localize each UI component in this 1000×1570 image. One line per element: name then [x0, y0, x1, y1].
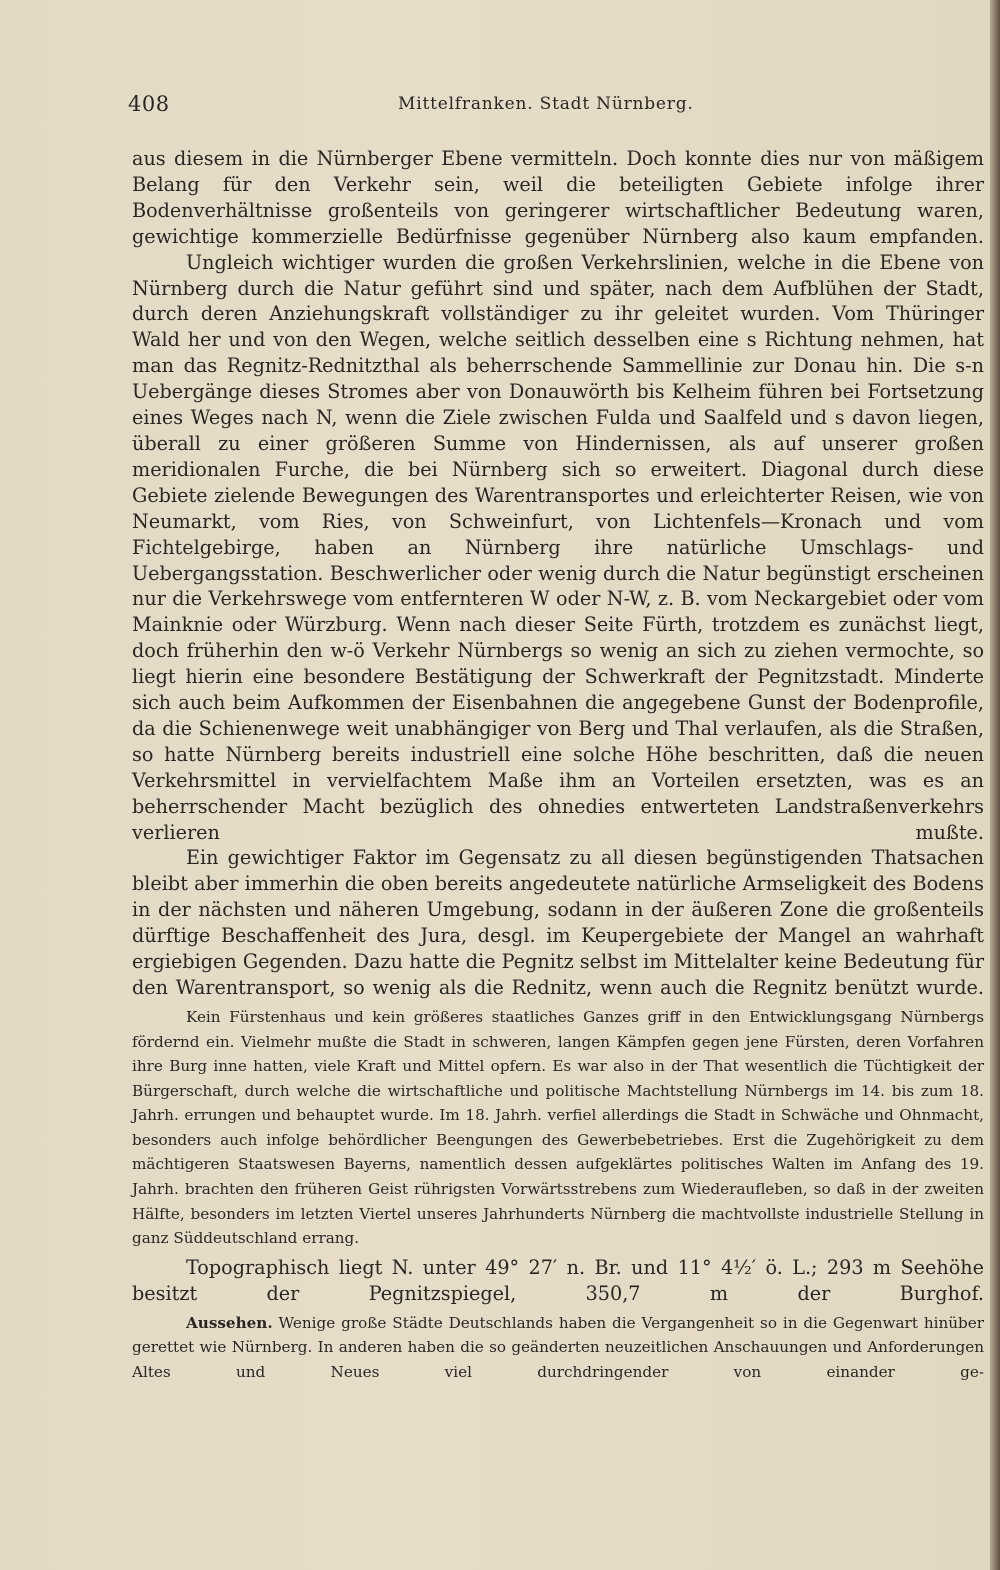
appearance-text: Wenige große Städte Deutschlands haben die Vergangenheit so in die Gegenwart hinüber gerettet wie Nürnberg. In anderen haben die so geänderten neuzeitlichen Anschauungen und Anforderungen Altes und Neues viel durchdringender von einander ge- — [132, 1313, 985, 1381]
paragraph-1: aus diesem in die Nürnberger Ebene vermitteln. Doch konnte dies nur von mäßigem Belang für den Verkehr sein, weil die beteiligten Gebiete infolge ihrer Bodenverhältnisse großenteils von geringerer wirtschaftlicher Bedeutung waren, gewichtige kommerzielle Bedürfnisse gegenüber Nürnberg also kaum empfanden. — [132, 147, 984, 248]
page-edge — [990, 0, 1000, 1570]
small-print-paragraph: Kein Fürstenhaus und kein größeres staatliches Ganzes griff in den Entwicklungsgang Nürnbergs fördernd ein. Vielmehr mußte die Stadt in schweren, langen Kämpfen gegen jene Fürsten, deren Vorfahren ihre Burg inne hatten, viele Kraft und Mittel opfern. Es war also in der That wesentlich die Tüchtigkeit der Bürgerschaft, durch welche die wirtschaftliche und politische Machtstellung Nürnbergs im 14. bis zum 18. Jahrh. errungen und behauptet wurde. Im 18. Jahrh. verfiel allerdings die Stadt in Schwäche und Ohnmacht, besonders auch infolge behördlicher Beengungen des Gewerbebetriebes. Erst die Zugehörigkeit zu dem mächtigeren Staatswesen Bayerns, namentlich dessen aufgeklärtes politisches Walten im Anfang des 19. Jahrh. brachten den früheren Geist rührigsten Vorwärtsstrebens zum Wiederaufleben, so daß in der zweiten Hälfte, besonders im letzten Viertel unseres Jahrhunderts Nürnberg die machtvollste industrielle Stellung in ganz Süddeutschland errang. — [132, 1007, 984, 1248]
page-number: 408 — [128, 92, 170, 116]
paragraph-3: Ein gewichtiger Faktor im Gegensatz zu all diesen begünstigenden Thatsachen bleibt aber immerhin die oben bereits angedeutete natürliche Armseligkeit des Bodens in der nächsten und näheren Umgebung, sodann in der äußeren Zone die großenteils dürftige Beschaffenheit des Jura, desgl. im Keupergebiete der Mangel an wahrhaft ergiebigen Gegenden. Dazu hatte die Pegnitz selbst im Mittelalter keine Bedeutung für den Warentransport, so wenig als die Rednitz, wenn auch die Regnitz benützt wurde. — [132, 846, 984, 999]
appearance-label: Aussehen. — [186, 1313, 273, 1332]
page-body — [132, 146, 984, 1384]
appearance-paragraph — [132, 1311, 984, 1385]
paragraph-2: Ungleich wichtiger wurden die großen Verkehrslinien, welche in die Ebene von Nürnberg durch die Natur geführt sind und später, nach dem Aufblühen der Stadt, durch deren Anziehungskraft vollständiger zu ihr geleitet wurden. Vom Thüringer Wald her und von den Wegen, welche seitlich desselben eine s Richtung nehmen, hat man das Regnitz-Rednitzthal als beherrschende Sammellinie zur Donau hin. Die s-n Uebergänge dieses Stromes aber von Donauwörth bis Kelheim führen bei Fortsetzung eines Weges nach N, wenn die Ziele zwischen Fulda und Saalfeld und s davon liegen, überall zu einer größeren Summe von Hindernissen, als auf unserer großen meridionalen Furche, die bei Nürnberg sich so erweitert. Diagonal durch diese Gebiete zielende Bewegungen des Warentransportes und erleichterter Reisen, wie von Neumarkt, vom Ries, von Schweinfurt, von Lichtenfels—Kronach und vom Fichtelgebirge, haben an Nürnberg ihre natürliche Umschlags- und Uebergangsstation. Beschwerlicher oder wenig durch die Natur begünstigt erscheinen nur die Verkehrswege vom entfernteren W oder N-W, z. B. vom Neckargebiet oder vom Mainknie oder Würzburg. Wenn nach dieser Seite Fürth, trotzdem es zunächst liegt, doch früherhin den w-ö Verkehr Nürnbergs so wenig an sich zu ziehen vermochte, so liegt hierin eine besondere Bestätigung der Schwerkraft der Pegnitzstadt. Minderte sich auch beim Aufkommen der Eisenbahnen die angegebene Gunst der Bodenprofile, da die Schienenwege weit unabhängiger von Berg und Thal verlaufen, als die Straßen, so hatte Nürnberg bereits industriell eine solche Höhe beschritten, daß die neuen Verkehrsmittel in vervielfachtem Maße ihm an Vorteilen ersetzten, was es an beherrschender Macht bezüglich des ohnedies entwerteten Landstraßenverkehrs verlieren mußte. — [132, 250, 984, 844]
page-header — [128, 92, 970, 122]
topography-paragraph: Topographisch liegt N. unter 49° 27′ n. Br. und 11° 4½′ ö. L.; 293 m Seehöhe besitzt der Pegnitzspiegel, 350,7 m der Burghof. — [132, 1255, 984, 1305]
running-head: Mittelfranken. Stadt Nürnberg. — [398, 94, 694, 114]
